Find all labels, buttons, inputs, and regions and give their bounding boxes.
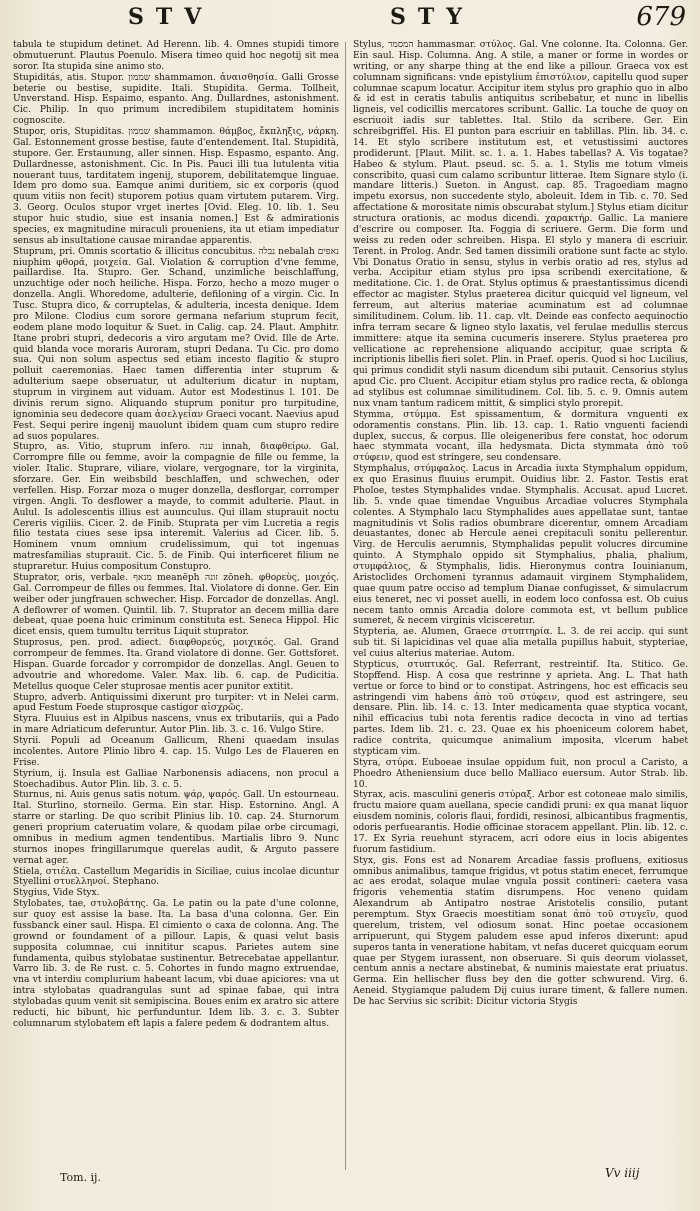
running-head-left: STV bbox=[128, 4, 214, 30]
entry-stylobates: Stylobates, tae, στυλοβάτης. Ga. Le patin ou la pate d'une colonne, sur quoy est assise la base. Ita. La basa d'una colonna. Ger. Ein fussbanck einer saul. Hispa. El cimiento o caxa de colonna. Ang. The grownd or foundament of a pillour. Lapis, & quasi velut basis supposita columnae, cui innititur scapus. Parietes autem sine fundamenta, quibus stylobatae sustinentur. Betrecebatae appellantur. Varro lib. 3. de Re rust. c. 5. Cohortes in fundo magno extruendae, vna vt interdiu complurium habeant lacum, vbi duae apiciores: vna ut intra stylobatas quadrangulas sunt ad spinae fabae, qui intra stylobadas quum venit sit semipiscina. Boues enim ex aratro sic attere reducti, hic bibunt, hic perfunduntur. Idem lib. 3. c. 3. Subter columnarum stylobatem eft lapis a falere pedem & dodrantem altus. bbox=[13, 899, 339, 1029]
entry-styra-fluuius: Styra. Fluuius est in Alpibus nascens, vnus ex tributariis, qui a Pado in mare Adriaticum deferuntur. Autor Plin. lib. 3. c. 16. Vulgo Stire. bbox=[13, 714, 339, 736]
page-number: 679 bbox=[636, 2, 686, 32]
entry-sturnus: Sturnus, ni. Auis genus satis notum. ψάρ, ψαρός. Gall. Un estourneau. Ital. Sturlino, storneilo. Germa. Ein star. Hisp. Estornino. Angl. A starre or starling. De quo scribit Plinius lib. 10. cap. 24. Sturnorum generi proprium cateruatim volare, & quodam pilae orbe circumagi, omnibus in medium agmen tendentibus. Martialis libro 9. Nunc sturnos inopes fringillarumque querelas audit, & Arguto passere vernat ager. bbox=[13, 790, 339, 866]
entry-stupiditas: Stupiditás, atis. Stupor. שממון shammamon. ἀναισθησία. Galli Grosse beterie ou bestise, supidite. Itali. Stupidita. Germa. Tollheit, Unverstand. Hisp. Espaimo, espanto. Ang. Dullardnes, astonishment. Cic. Philip. In quo primum incredibilem stupiditatem hominis cognoscite. bbox=[13, 72, 340, 127]
entry-stymma: Stymma, στύμμα. Est spissamentum, & dormitura vnguenti ex odoramentis constans. Plin. lib. 13. cap. 1. Ratio vnguenti faciendi duplex, succus, & corpus. Ille oleigeneribus fere constat, hoc odorum haec stymmata vocant, illa hedysmata. Dicta stymmata ἀπὸ τοῦ στύφειν, quod est stringere, seu condensare. bbox=[353, 409, 688, 464]
entry-styrax: Styrax, acis. masculini generis στύραξ. Arbor est cotoneae malo similis, fructu maiore quam auellana, specie candidi pruni: ex qua manat liquor eiusdem nominis, coloris flaui, fordidi, resinosi, albicantibus fragmentis, odoris perfuearantis. Hodie officinae storacem appellant. Plin. lib. 12. c. 17. Ex Syria reuehunt styracem, acri odore eius in locis abigentes fuorum fastidium. bbox=[353, 790, 688, 855]
entry-stuprosus: Stuprosus, pen. prod. adiect. διαφθορεύς, μοιχικός. Gal. Grand corrompeur de femmes. Ita. Grand violatore di donne. Ger. Gottsforet. Hispan. Guarde forcador y corrompidor de donzellas. Angl. Geuen to advoutrie and whoredome. Valer. Max. lib. 6. cap. de Pudicitia. Metellus quoque Celer stuprosae mentis acer punitor extitit. bbox=[13, 638, 339, 692]
right-column bbox=[353, 40, 688, 1008]
entry-stylus: Stylus, המסמר hammasmar. στύλος. Gal. Vne colonne. Ita. Colonna. Ger. Ein saul. Hisp. Columna. Ang. A stile, a maner or forme in wordes or writing, or any sharpe thing at the end like a pillour. Graeca vox est columnam significans: vnde epistylium ἐπιστύλιον, capitellu quod super columnae scapum locatur. Accipitur item stylus pro graphio quo in albo & id est in ceratis tabulis antiquitus scribebatur, et nunc in libellis ligneis, vel codicillis mercatores scribunt. Gallic. La touche de quoy on escriuoit iadis sur tablettes. Ital. Stilo da scribere. Ger. Ein schreibgriffel. His. El punton para escriuir en tablillas. Plin. lib. 34. c. 14. Et stylo scribere institutum est, et vetustissimi auctores prodiderunt. [Plaut. Milit. sc. 1. a. 1. Habes tabellas? A. Vis togatae? Habeo & stylum. Plaut. pseud. sc. 5. a. 1. Stylis me totum vlmeis conscribito, quasi cum calamo scribuntur litterae. Item Signare stylo (i. mandare litteris.) Sueton. in Angust. cap. 85. Tragoediam magno impetu exorsus, non succedente stylo, aboleuit. Idem in Tib. c. 70. Sed affectatione & morositate nimis obscurabat stylum.] Stylus etiam dicitur structura orationis, ac modus dicendi. χαρακτήρ. Gallic. La maniere d'escrire ou composer. Ita. Foggia di scriuere. Germ. Die form und weiss zu reden oder schreiben. Hispa. El stylo y manera di escriuir. Terent. in Prolog. Andr. Sed tamen dissimili oratione sunt facte ac stylo. Vbi Donatus Oratio in sensu, stylus in verbis oratio ad res, stylus ad verba. Accipitur etiam stylus pro ipsa scribendi exercitatione, & meditatione. Cic. 1. de Orat. Stylus optimus & praestantissimus dicendi effector ac magister. Stylus praeterea dicitur quicquid vel ligneum, vel ferreum, aut alterius materiae acuminatum est ad columnae similitudinem. Colum. lib. 11. cap. vlt. Deinde eas confecto aequinoctio infra terram secare & ligneo stylo laxatis, vel ferulae medullis stercus immittere: atque ita semina cucumeris inserere. Stylus praeterea pro vellicatione ac reprehensione aliquando accipitur, quae scripta & incriptionis libellis fieri solet. Plin. in Praef. operis. Quod si hoc Lucilius, qui primus condidit styli nasum dicendum sibi putauit. Censorius stylus apud Cic. pro Cluent. Accipitur etiam stylus pro radice recta, & oblonga ad stylibus est columnae similitudinem. Col. lib. 5. c. 9. Omnis autem nux vnam tantum radicem mittit, & simplici stylo prorepit. bbox=[353, 40, 688, 409]
entry-stuprum: Stuprum, pri. Omnis scortatio & illicitus concubitus. נבלה nebalah נאפים niuphim φθορά, μοιχεία. Gal. Violation & corruption d'vne femme, paillardise. Ita. Stupro. Ger. Schand, unzimliche beischlaffung, unzuchtige oder noch heiliche. Hispa. Forzo, hecho a mozo muger o donzella. Angli. Whoredome, adulterie, defiloning of a virgin. Cic. In Tusc. Stupra dico, & corruptelas, & adulteria, incesta denique. Idem pro Milone. Clodius cum sorore germana nefarium stuprum fecit, eodem plane modo loquitur & Suet. in Calig. cap. 24. Plaut. Amphitr. Itane probri stupri, dedecoris a viro argutam me? Ovid. Ille de Arte. quid blanda voce moraris Auroram, stupri Dedana. Tu Cic. pro domo sua. Qui non solum aspectus sed etiam incesto flagitio & stupro polluit caeremonias. Haec tamen differentia inter stuprum & adulterium saepe obseruatur, ut adulterium dicatur in nuptam, stuprum in virginem aut viduam. Autor est Modestinus l. 101. De divinis rerum signo. Aliquando stuprum ponitur pro turpitudine, ignominia seu dedecore quam ἀσελγείαν Graeci vocant. Naevius apud Fest. Sequi perire ingenij mauolunt ibidem quam cum stupro redire ad suos populares. bbox=[13, 246, 339, 442]
entry-stupro-adverb: Stupro, adverb. Antiquissimi dixerunt pro turpiter: vt in Nelei carm. apud Festum Foede stuprosque castigor αἰσχρῶς. bbox=[13, 692, 339, 714]
left-column bbox=[13, 40, 339, 1030]
entry-stygius: Stygius, Vide Styx. bbox=[13, 888, 100, 899]
entry-styra: Styra, στύρα. Euboeae insulae oppidum fuit, non procul a Caristo, a Phoedro Atheniensium duce bello Malliaco euersum. Autor Strab. lib. 10. bbox=[353, 757, 688, 790]
entry-stypteria: Stypteria, ae. Alumen, Graece στυπτηρία. L. 3. de rei accip. qui sunt sub tit. Si lapicidinas vel quae alia metalla pupillus habuit, stypteriae, vel cuius alterius materiae. Autom. bbox=[353, 627, 688, 659]
volume-signature: Tom. ij. bbox=[60, 1171, 101, 1184]
running-head-right: STY bbox=[390, 4, 474, 30]
entry-stupor: Stupor, oris, Stupiditas. שממון shammamon. θάμβος, ἔκπληξις, νάρκη. Gal. Estonnement grosse bestise, faute d'entendement. Ital. Stupidità, stupore. Ger. Erstaunung, aller sinnen. Hisp. Espasmo, espanto. Ang. Dullardnesse, astonishment. Cic. In Pis. Pauci illi tua lutulenta vitia nouerant tuus, tarditatem ingenij, stuporem, debilitatemque linguae. Idem pro domo sua. Eamque animi duritiem, sic ex corporis (quod quum vitiis non fecit) stuporem potius quam virtutem putarem. Virg. 3. Georg. Oculos stupor vrget inertes [Ovid. Eleg. 10. lib. 1. Seu stupor huic studio, siue est insania nomen.] Est & admirationis species, ex magnitudine miraculi proueniens, ita ut etiam impediatur sensus ab insultatione causae mirandae apparentis. bbox=[13, 127, 339, 246]
column-divider bbox=[345, 42, 346, 1170]
entry-stupidum-tail: tabula te stupidum detinet. Ad Herenn. lib. 4. Omnes stupidi timore obmutuerunt. Plautus Poenulo. Misera timeo quid hoc negotij sit mea soror. Ita stupida sine animo sto. bbox=[13, 40, 339, 72]
entry-stuprator: Stuprator, oris, verbale. מנאף meanēph זונה zōneh. φθορεὺς, μοιχός. Gal. Corrompeur de filles ou femmes. Ital. Violatore di donne. Ger. Ein weiber oder jungfrauen schwecher. Hisp. Forcador de donzellas. Angl. A deflowrer of women. Quintil. lib. 7. Stuprator an decem millia dare debeat, quae poena huic criminum constituta est. Seneca Hippol. Hic dicet ensis, quem tumultu territus Liquit stuprator. bbox=[13, 572, 339, 638]
entry-styrii: Styrii. Populi ad Oceanum Gallicum, Rheni quaedam insulas incolentes. Autore Plinio libro 4. cap. 15. Vulgo Les de Flaueren en Frise. bbox=[13, 736, 339, 768]
entry-stiela: Stiela, στιέλα. Castellum Megaridis in Siciliae, cuius incolae dicuntur Styellini στυελληνοί. Stephano. bbox=[13, 866, 339, 888]
entry-stupro: Stupro, as. Vitio, stuprum infero. ענה innah, διαφθείρω. Gal. Corrompre fille ou femme, avoir la compagnie de fille ou femme, la violer. Italic. Stuprare, viliare, violare, vergognare, tor la virginita, sforzare. Ger. Ein weibsbild beschlaffen, und schwechen, oder verfellen. Hisp. Forzar moza o muger donzella, desflorgar, corromper virgen. Angli. To desflower a mayde, to commit adulterie. Plaut. in Aulul. Is adolescentis illius est auunculus. Qui illam stuprauit noctu Cereris vigiliis. Cicer. 2. de Finib. Stuprata per vim Lucretia a regis filio testata ciues sese ipsa interemit. Valerius ad Cicer. lib. 5. Hominem vnum omnium crudelissimum, qui tot ingenuas matresfamilias stuprauit. Cic. 5. de Finib. Qui interficeret filium ne stupraretur. Huius compositum Constupro. bbox=[13, 442, 340, 572]
entry-styrium: Styrium, ij. Insula est Galliae Narbonensis adiacens, non procul a Stoechadibus. Autor Plin. lib. 3. c. 5. bbox=[13, 768, 339, 790]
entry-stymphalus: Stymphalus, στύμφαλος. Lacus in Arcadia iuxta Stymphalum oppidum, ex quo Erasinus fluuius erumpit. Ouidius libr. 2. Fastor. Testis erat Pholoe, testes Stymphalides vndae. Stymphalis. Accusat. apud Lucret. lib. 5. vnde quae timendae Vnguibus Arcadiae volucres Stymphala colentes. A Stymphalo lacu Stymphalides aues appellatae sunt, tantae magnitudinis vt Solis radios obumbrare dicerentur, omnem Arcadiam deuastantes, donec ab Hercule aenei crepitaculi sonitu pellerentur. Virg. de Herculis aerumnis, Stymphalidas pepulit volucres dircumine quinto. A Stymphalo oppido sit Stymphalius, phalia, phalium, στυμφάλιος, & Stymphalis, lidis. Hieronymus contra Iouinianum, Aristoclides Orchomeni tyrannus adamauit virginem Stymphalidem, quae quum patre occiso ad templum Dianae confugisset, & simulacrum eius teneret, nec vi posset auelli, in eodem loco confossa est. Ob cuius necem tanto omnis Arcadia dolore commota est, vt bellum publice sumeret, & necem virginis vlcisceretur. bbox=[353, 464, 688, 627]
entry-stypticus: Stypticus, στυπτικός. Gal. Referrant, restreintif. Ita. Stitico. Ge. Stopffend. Hisp. A cosa que restrinne y aprieta. Ang. L. That hath vertue or force to bind or to constipat. Astringens, hoc est efficacis seu astringendi vim habens ἀπὸ τοῦ στύφειν, quod est astringere, seu densare. Plin. lib. 14. c. 13. Inter medicamenta quae styptica vocant, nihil efficacius tubi nota ferentis radice decocta in vino ad tertias partes. Idem lib. 21. c. 23. Quae ex his phoeniceum colorem habet, radice contrita, quicumque animalium imposita, vlcerum habet stypticam vim. bbox=[353, 659, 688, 757]
entry-styx: Styx, gis. Fons est ad Nonarem Arcadiae fassis profluens, exitiosus omnibus animalibus, tamque frigidus, vt potus statim enecet, ferrumque ac aes erodat, solaque mulae vngula possit contineri: caetera vasa frigoris vehementia statim disrumpens. Hoc veneno quidam Alexandrum ab Antipatro nostrae Aristotelis consilio, putant peremptum. Styx Graecis moestitiam sonat ἀπὸ τοῦ στυγεῖν, quod querelum, tristem, vel odiosum sonat. Hinc poetae occasionem arripuerunt, qui Stygem paludem esse apud inferos dixerunt: apud superos tanta in veneratione habitam, vt nefas duceret quicquam eorum quae per Stygem iurassent, non obseruare. Si quis deorum violasset, centum annis a nectare abstinebat, & numinis maiestate erat priuatus. Germa. Ein hellischer fluss bey den die gotter schwurend. Virg. 6. Aeneid. Stygiamque paludem Dij cuius iurare timent, & fallere numen. De hac Servius sic scribit: Dicitur victoria Stygis bbox=[353, 855, 688, 1007]
gathering-signature: Vv iiij bbox=[605, 1166, 640, 1180]
